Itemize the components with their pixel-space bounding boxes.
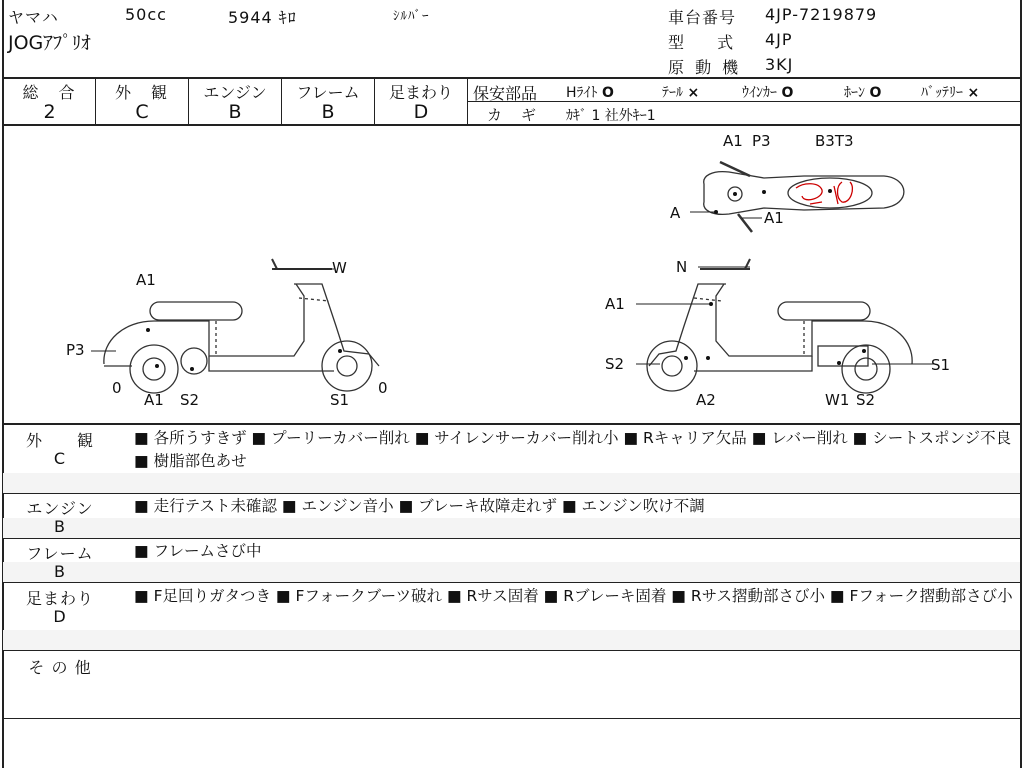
svg-text:A2: A2 <box>696 391 716 409</box>
section-suspension-grade: D <box>53 607 67 626</box>
svg-text:0: 0 <box>378 379 388 397</box>
svg-text:A: A <box>670 204 681 222</box>
section-frame-label: フレーム <box>26 544 94 563</box>
section-line <box>2 493 1022 494</box>
svg-text:A1: A1 <box>723 132 743 150</box>
diagram-marker-dots <box>146 189 866 371</box>
rating-overall-value: 2 <box>43 101 56 123</box>
mileage: 5944 ｷﾛ <box>228 8 297 27</box>
section-suspension-label: 足まわり <box>25 589 94 608</box>
rating-frame-value: B <box>321 101 335 123</box>
section-other-label: そ の 他 <box>28 658 92 677</box>
rating-frame-label: フレーム <box>296 83 360 102</box>
scooter-right-side <box>647 259 912 393</box>
grid-top-line <box>2 77 1022 79</box>
svg-text:B3T3: B3T3 <box>815 132 854 150</box>
svg-text:S1: S1 <box>330 391 350 409</box>
scooter-top-view <box>704 162 904 232</box>
key-value: ｶｷﾞ 1 社外ｷｰ1 <box>566 108 656 124</box>
svg-text:S2: S2 <box>605 355 625 373</box>
svg-text:A1: A1 <box>605 295 625 313</box>
section-shade <box>3 473 1020 493</box>
safety-item-battery: ﾊﾞｯﾃﾘｰ × <box>921 85 980 101</box>
svg-text:N: N <box>676 258 688 276</box>
diagram-labels <box>66 132 950 409</box>
svg-text:W1: W1 <box>825 391 850 409</box>
maker: ヤマハ <box>8 8 59 27</box>
section-top-line <box>2 423 1022 425</box>
section-line <box>2 650 1022 651</box>
model-name: JOGｱﾌﾟﾘｵ <box>8 32 91 54</box>
key-label: カ ギ <box>487 106 539 124</box>
section-shade <box>3 562 1020 582</box>
section-line <box>2 538 1022 539</box>
svg-text:S2: S2 <box>856 391 876 409</box>
rating-exterior-label: 外 観 <box>114 83 169 102</box>
frame-right <box>1020 0 1022 768</box>
safety-title: 保安部品 <box>473 84 538 103</box>
rating-suspension-value: D <box>413 101 429 123</box>
displacement: 50cc <box>125 5 167 24</box>
frame-number: 4JP-7219879 <box>765 5 878 24</box>
section-suspension-text: ■ F足回りガタつき ■ Fフォークブーツ破れ ■ Rサス固着 ■ Rブレーキ固着 ■ Rサス摺動部さび小 ■ Fフォーク摺動部さび小 <box>134 587 1013 605</box>
safety-item-winker: ｳｲﾝｶｰ O <box>742 85 794 101</box>
frame-number-label: 車台番号 <box>668 8 737 27</box>
damage-diagram <box>4 126 1020 424</box>
safety-item-tail: ﾃｰﾙ × <box>662 85 700 101</box>
safety-item-headlight: Hﾗｲﾄ O <box>566 85 614 101</box>
svg-text:0: 0 <box>112 379 122 397</box>
section-exterior-label: 外 観 <box>25 431 94 450</box>
diagram-leader-lines <box>91 212 934 364</box>
section-engine-grade: B <box>54 517 66 536</box>
section-exterior-text: ■ 各所うすきず ■ プーリーカバー削れ ■ サイレンサーカバー削れ小 ■ Rキャリア欠品 ■ レバー削れ ■ シートスポンジ不良 ■ 樹脂部色あせ <box>134 429 1012 470</box>
color: ｼﾙﾊﾞｰ <box>393 9 430 24</box>
section-frame-text: ■ フレームさび中 <box>134 542 262 560</box>
engine-label: 原 動 機 <box>668 58 742 77</box>
rating-engine-value: B <box>228 101 242 123</box>
safety-item-horn: ﾎｰﾝ O <box>844 85 882 101</box>
section-line <box>2 718 1022 719</box>
section-exterior-grade: C <box>53 449 67 468</box>
rating-exterior-value: C <box>135 101 149 123</box>
svg-text:A1: A1 <box>764 209 784 227</box>
section-engine-label: エンジン <box>26 499 94 518</box>
type-label: 型 式 <box>668 33 738 52</box>
section-line <box>2 582 1022 583</box>
svg-text:A1: A1 <box>144 391 164 409</box>
section-shade <box>3 630 1020 650</box>
svg-text:W: W <box>332 259 347 277</box>
svg-text:A1: A1 <box>136 271 156 289</box>
section-shade <box>3 518 1020 538</box>
svg-text:S1: S1 <box>931 356 951 374</box>
section-engine-text: ■ 走行テスト未確認 ■ エンジン音小 ■ ブレーキ故障走れず ■ エンジン吹け不調 <box>134 497 705 515</box>
rating-suspension-label: 足まわり <box>388 83 453 102</box>
rating-engine-label: エンジン <box>203 83 267 102</box>
engine-value: 3KJ <box>765 55 794 74</box>
rating-overall-label: 総 合 <box>22 83 77 102</box>
svg-text:S2: S2 <box>180 391 200 409</box>
svg-text:P3: P3 <box>752 132 771 150</box>
svg-text:P3: P3 <box>66 341 85 359</box>
section-frame-grade: B <box>54 562 66 581</box>
type-value: 4JP <box>765 30 793 49</box>
